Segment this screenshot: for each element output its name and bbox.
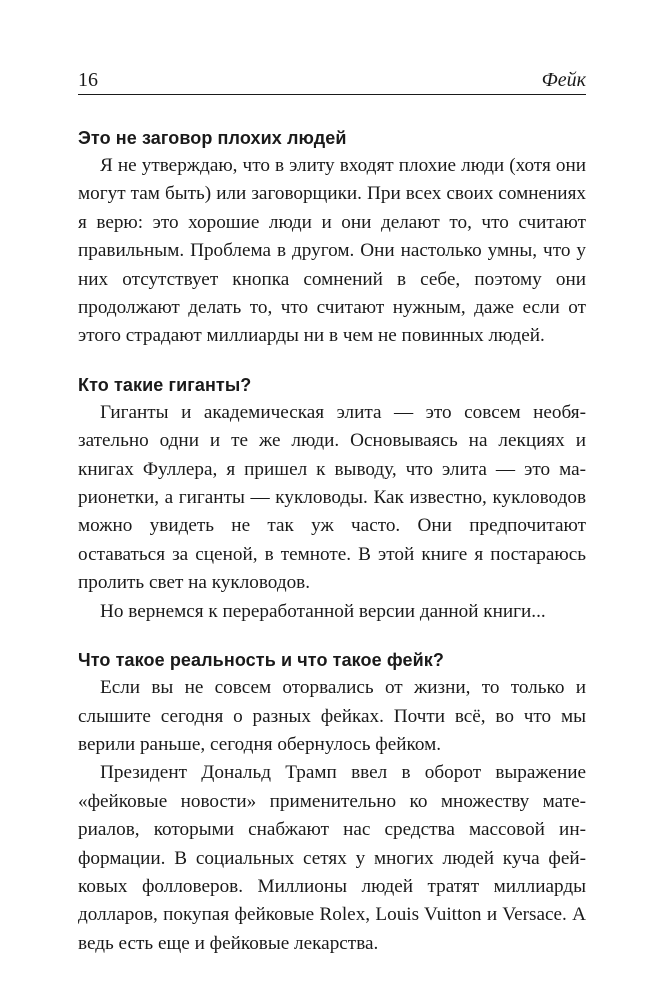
paragraph: Гиганты и академическая элита — это совсем необязательно одни и те же люди. Основываясь на лекциях и книгах Фуллера, я пришел к выводу, что элита — это марионетки, а гиганты — кукловоды. Как известно, кукловодов можно увидеть не так уж часто. Они предпочитают оставаться за сценой, в темноте. В этой книге я постараюсь пролить свет на кукловодов. — [78, 401, 586, 594]
section-heading: Что такое реальность и что такое фейк? — [78, 650, 444, 671]
section-conspiracy — [78, 126, 586, 351]
section-giants — [78, 373, 586, 626]
section-heading: Это не заговор плохих людей — [78, 128, 347, 148]
paragraph: Если вы не совсем оторвались от жизни, то только и слышите сегодня о разных фейках. Почти всё, во что мы верили раньше, сегодня обернулось фейком. — [78, 677, 586, 755]
section-reality-fake — [78, 648, 586, 958]
paragraph: Президент Дональд Трамп ввел в оборот выражение «фейковые новости» применительно ко множеству материалов, которыми снабжают нас средства массовой информации. В социальных сетях у многих людей куча фейковых фолловеров. Миллионы людей тратят миллиарды долларов, покупая фейковые Rolex, Louis Vuitton и Versace. А ведь есть еще и фейковые лекарства. — [78, 762, 586, 954]
page-number: 16 — [78, 69, 98, 91]
section-heading: Кто такие гиганты? — [78, 374, 252, 395]
paragraph: Но вернемся к переработанной версии данной книги... — [100, 600, 546, 622]
paragraph: Я не утверждаю, что в элиту входят плохие люди (хотя они могут там быть) или заговорщики. При всех своих сомнениях я верю: это хорошие люди и они делают то, что считают правильным. Проблема в другом. Они настолько умны, что у них отсутствует кнопка сомнений в себе, поэтому они продолжают делать то, что считают нужным, даже если от этого страдают миллиарды ни в чем не повинных людей. — [78, 155, 586, 347]
running-title: Фейк — [541, 69, 586, 91]
running-head — [78, 68, 586, 95]
page-content — [78, 126, 586, 980]
